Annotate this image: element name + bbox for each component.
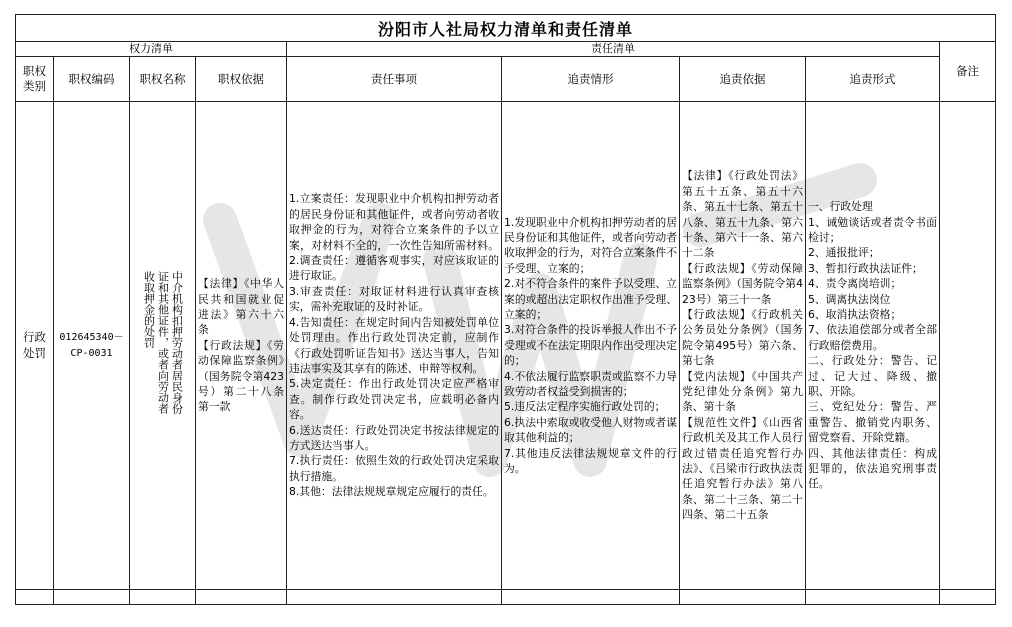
cell-basis: 【法律】《中华人民共和国就业促进法》第六十六条 【行政法规】《劳动保障监察条例》（国务院令第423号）第二十八条第一款 xyxy=(196,102,287,590)
footer-cell xyxy=(680,590,806,605)
cell-name xyxy=(130,102,196,590)
footer-cell xyxy=(940,590,996,605)
cell-pursue-basis: 【法律】《行政处罚法》第五十五条、第五十六条、第五十七条、第五十八条、第五十九条、第六十条、第六十一条、第六十二条 【行政法规】《劳动保障监察条例》（国务院令第423号）第三十一条 【行政法规】《行政机关公务员处分条例》（国务院令第495号）第六条、第七条 【党内法规】《中国共产党纪律处分条例》第九条、第十条 【规范性文件】《山西省行政机关及其工作人员行政过错责任追究暂行办法》、《吕梁市行政执法责任追究暂行办法》第八条、第二十三条、第二十四条、第二十五条 xyxy=(680,102,806,590)
code-text: 012645340－CP-0031 xyxy=(59,332,124,359)
header-category: 职权类别 xyxy=(16,57,54,102)
cell-remark xyxy=(940,102,996,590)
footer-cell xyxy=(196,590,287,605)
cell-duty: 1.立案责任：发现职业中介机构扣押劳动者的居民身份证和其他证件，或者向劳动者收取押金的行为，对符合立案条件的予以立案，对材料不全的，一次性告知所需材料。2.调查责任：遵循客观事实，对应该取证的进行取证。 3.审查责任：对取证材料进行认真审查核实，需补充取证的及时补证。 4.告知责任：在规定时间内告知被处罚单位处罚理由。作出行政处罚决定前，应制作《行政处罚听证告知书》送达当事人，告知违法事实及其享有的陈述、申辩等权利。 5.决定责任：作出行政处罚决定应严格审查。制作行政处罚决定书，应载明必备内容。 6.送达责任：行政处罚决定书按法律规定的方式送达当事人。 7.执行责任：依照生效的行政处罚决定采取执行措施。 8.其他：法律法规规章规定应履行的责任。 xyxy=(287,102,502,590)
header-remark: 备注 xyxy=(940,42,996,102)
header-name: 职权名称 xyxy=(130,57,196,102)
responsibility-list-group: 责任清单 xyxy=(287,42,940,57)
header-code: 职权编码 xyxy=(54,57,130,102)
page-title: 汾阳市人社局权力清单和责任清单 xyxy=(16,15,996,42)
category-text: 行政处罚 xyxy=(23,330,46,361)
footer-cell xyxy=(16,590,54,605)
cell-pursue: 1.发现职业中介机构扣押劳动者的居民身份证和其他证件，或者向劳动者收取押金的行为，对符合立案条件不予受理、立案的； 2.对不符合条件的案件予以受理、立案的或超出法定职权作出准予受理、立案的； 3.对符合条件的投诉举报人作出不予受理或不在法定期限内作出受理决定的； 4.不依法履行监察职责或监察不力导致劳动者权益受到损害的； 5.违反法定程序实施行政处罚的； 6.执法中索取或收受他人财物或者谋取其他利益的； 7.其他违反法律法规规章文件的行为。 xyxy=(502,102,680,590)
footer-cell xyxy=(130,590,196,605)
header-pursue-form: 追责形式 xyxy=(806,57,940,102)
header-basis: 职权依据 xyxy=(196,57,287,102)
header-duty: 责任事项 xyxy=(287,57,502,102)
footer-cell xyxy=(806,590,940,605)
footer-cell xyxy=(54,590,130,605)
header-pursue: 追责情形 xyxy=(502,57,680,102)
footer-cell xyxy=(502,590,680,605)
cell-pursue-form: 一、行政处理 1、诫勉谈话或者责令书面检讨； 2、通报批评； 3、暂扣行政执法证件； 4、责令离岗培训； 5、调离执法岗位 6、取消执法资格； 7、依法追偿部分或者全部行政赔偿费用。 二、行政处分：警告、记过、记大过、降级、撤职、开除。 三、党纪处分：警告、严重警告、撤销党内职务、留党察看、开除党籍。 四、其他法律责任：构成犯罪的，依法追究刑事责任。 xyxy=(806,102,940,590)
footer-cell xyxy=(287,590,502,605)
name-text: 中介机构扣押劳动者居民身份证和其他证件，或者向劳动者收取押金的处罚 xyxy=(142,270,184,414)
power-list-group: 权力清单 xyxy=(16,42,287,57)
cell-code xyxy=(54,102,130,590)
power-responsibility-table xyxy=(15,14,996,605)
cell-category xyxy=(16,102,54,590)
header-pursue-basis: 追责依据 xyxy=(680,57,806,102)
